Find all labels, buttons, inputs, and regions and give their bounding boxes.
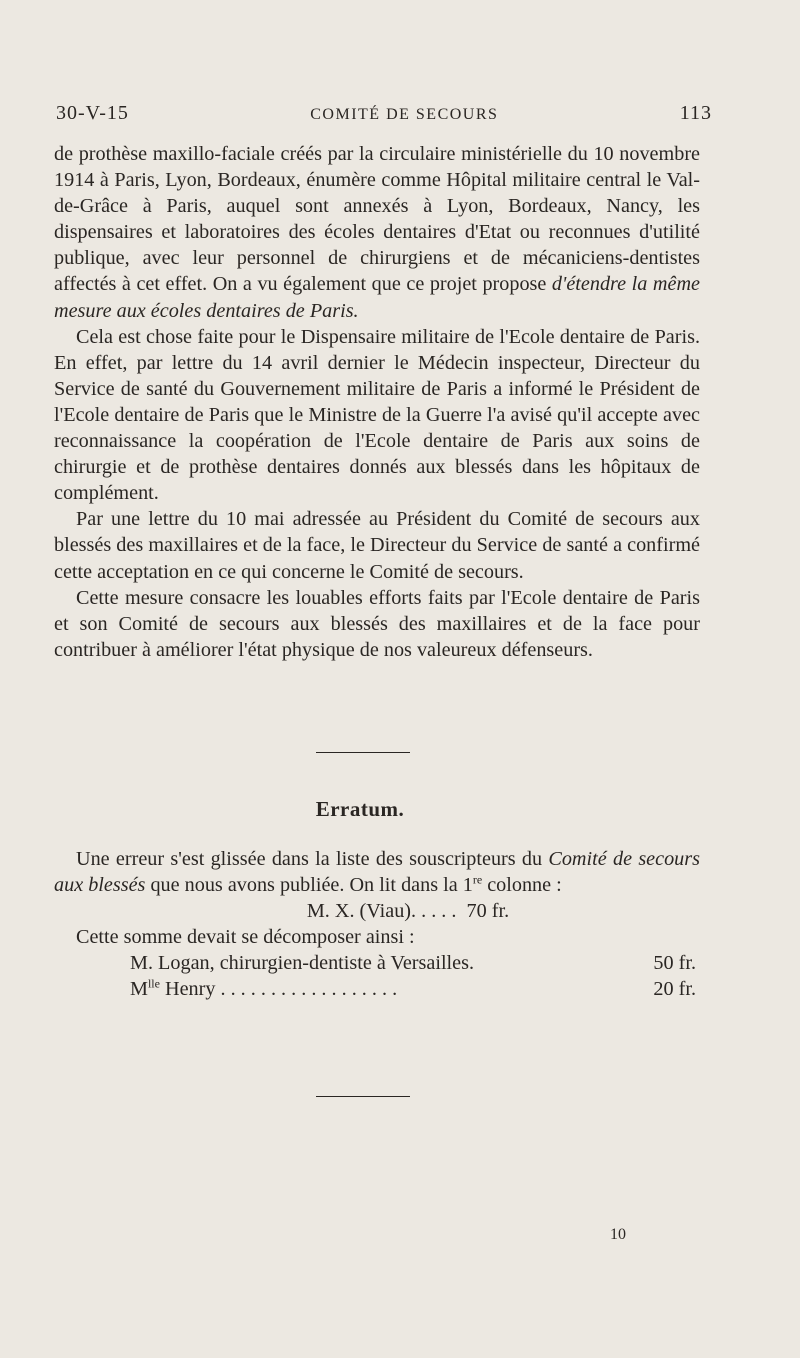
entry-name-rest: Henry . . . . . . . . . . . . . . . . . . <box>159 978 398 1001</box>
entry-amount: 20 fr. <box>653 978 696 1001</box>
entry-name-prefix: M <box>130 978 148 1001</box>
erratum-entry <box>54 950 696 976</box>
entry-name-sup: lle <box>147 976 160 991</box>
erratum-intro-c: colonne : <box>482 874 562 897</box>
paragraph-1 <box>54 141 700 324</box>
erratum-intro-b: que nous avons publiée. On lit dans la 1 <box>145 874 473 897</box>
signature-mark: 10 <box>610 1226 626 1243</box>
body-text <box>54 141 700 663</box>
erratum-intro-sup: re <box>472 872 483 887</box>
header-page-number: 113 <box>679 102 712 124</box>
section-divider <box>316 752 410 753</box>
running-header <box>56 102 712 125</box>
section-divider <box>316 1096 410 1097</box>
erratum-intro-italic: Comité de secours aux blessés <box>54 848 700 897</box>
paragraph-4: Cette mesure consacre les louables efforts faits par l'Ecole dentaire de Paris et son Comité de secours aux blessés des maxillaires et de la face pour contribuer à améliorer l'état physique de nos valeureux défenseurs. <box>54 586 700 661</box>
erratum-entry <box>54 976 696 1002</box>
entry-name: M. Logan, chirurgien-dentiste à Versailles. <box>130 952 475 975</box>
erratum-intro <box>54 846 700 898</box>
erratum-section <box>54 846 700 1003</box>
header-title: COMITÉ DE SECOURS <box>310 106 499 123</box>
entry-amount: 50 fr. <box>653 952 696 975</box>
paragraph-1-text: de prothèse maxillo-faciale créés par la circulaire ministérielle du 10 novembre 1914 à Paris, Lyon, Bordeaux, énumère comme Hôpital militaire central le Val-de-Grâce à Paris, auquel sont annexés à Lyon, Bordeaux, Nancy, les dispensaires et laboratoires des écoles dentaires d'Etat ou reconnues d'utilité publique, avec leur personnel de chirurgiens et de mécaniciens-dentistes affectés à cet effet. On a vu également que ce projet propose <box>54 143 700 296</box>
erratum-quoted-line: M. X. (Viau). . . . . 70 fr. <box>306 900 510 923</box>
entry-name <box>130 976 397 1002</box>
paragraph-3: Par une lettre du 10 mai adressée au Président du Comité de secours aux blessés des maxillaires et de la face, le Directeur du Service de santé a confirmé cette acceptation en ce qui concerne le Comité de secours. <box>54 508 700 583</box>
header-date: 30-V-15 <box>56 102 129 124</box>
paragraph-2: Cela est chose faite pour le Dispensaire militaire de l'Ecole dentaire de Paris. En effet, par lettre du 14 avril dernier le Médecin inspecteur, Directeur du Service de santé du Gouvernement militaire de Paris a informé le Président de l'Ecole dentaire de Paris que le Ministre de la Guerre l'a avisé qu'il accepte avec reconnaissance la coopération de l'Ecole dentaire de Paris aux soins de chirurgie et de prothèse dentaires donnés aux blessés dans les hôpitaux de complément. <box>54 325 700 505</box>
erratum-heading: Erratum. <box>315 797 405 821</box>
erratum-intro-a: Une erreur s'est glissée dans la liste des souscripteurs du <box>76 848 549 870</box>
paragraph-1-italic: d'étendre la même mesure aux écoles dentaires de Paris. <box>54 273 700 322</box>
erratum-decompose: Cette somme devait se décomposer ainsi : <box>76 926 415 949</box>
